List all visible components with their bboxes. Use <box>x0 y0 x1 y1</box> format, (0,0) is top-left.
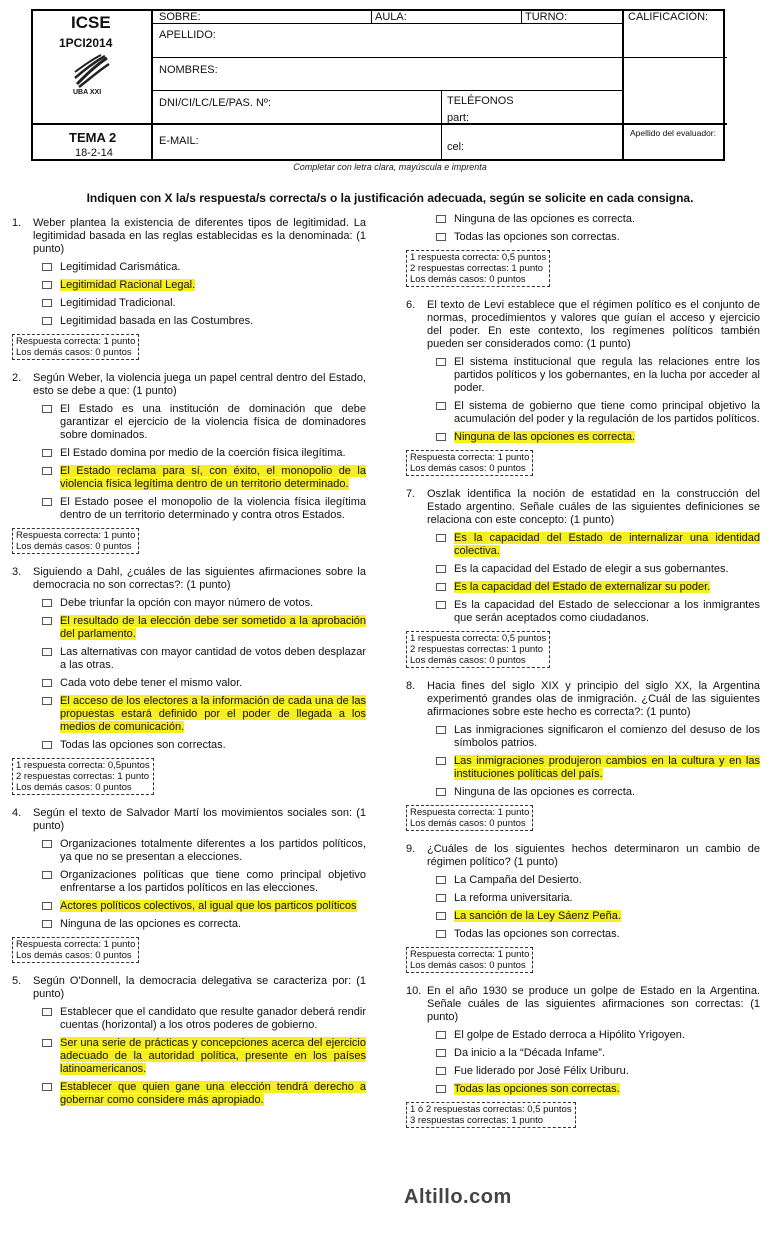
tema-label: TEMA 2 <box>69 130 117 145</box>
scoring-line: Respuesta correcta: 1 punto <box>410 452 530 463</box>
scoring-line: 2 respuestas correctas: 1 punto <box>16 771 150 782</box>
option-label: Ninguna de las opciones es correcta. <box>454 213 635 225</box>
option-text <box>454 356 760 395</box>
option-text <box>454 231 760 244</box>
option-label: Actores políticos colectivos, al igual que los particos políticos <box>60 900 357 912</box>
option-label: El acceso de los electores a la información de cada una de las propuestas estará definido por el poder de llegada a los medios de comunicación. <box>60 695 366 733</box>
question-stem <box>12 975 366 1001</box>
question-text: Según el texto de Salvador Martí los movimientos sociales son: (1 punto) <box>33 807 366 832</box>
telefonos-label: TELÉFONOS <box>447 95 514 107</box>
checkbox[interactable] <box>42 697 52 705</box>
checkbox[interactable] <box>436 358 446 366</box>
option-text <box>454 563 760 576</box>
uba-logo-icon <box>73 54 111 88</box>
phone-cel-field[interactable]: cel: <box>447 141 465 153</box>
checkbox[interactable] <box>42 679 52 687</box>
answer-option <box>38 739 366 752</box>
checkbox[interactable] <box>42 920 52 928</box>
question <box>406 680 760 831</box>
option-label: El Estado es una institución de dominación que debe garantizar el ejercicio de la violencia física de dominadores sobre dominados. <box>60 403 366 441</box>
checkbox[interactable] <box>42 1008 52 1016</box>
question-stem <box>12 566 366 592</box>
question-text: ¿Cuáles de los siguientes hechos determinaron un cambio de régimen político? (1 punto) <box>427 843 760 868</box>
question-text: Oszlak identifica la noción de estatidad en la construcción del Estado argentino. Señale cuáles de las siguientes definiciones se relaciona con este concepto: (1 punto) <box>427 488 760 526</box>
scoring-box <box>12 937 139 963</box>
email-field[interactable]: E-MAIL: <box>159 135 199 147</box>
answer-option <box>432 892 760 905</box>
option-label: Legitimidad Tradicional. <box>60 297 176 309</box>
option-text <box>60 838 366 864</box>
option-label: La sanción de la Ley Sáenz Peña. <box>454 910 621 922</box>
scoring-line: Respuesta correcta: 1 punto <box>410 807 530 818</box>
checkbox[interactable] <box>436 788 446 796</box>
answer-option <box>38 496 366 522</box>
evaluador-field[interactable]: Apellido del evaluador: <box>630 128 717 138</box>
option-text <box>60 261 366 274</box>
question <box>12 975 366 1107</box>
answer-option <box>432 532 760 558</box>
option-label: Establecer que el candidato que resulte ganador deberá rendir cuentas (horizontal) a los otros poderes de gobierno. <box>60 1006 366 1031</box>
checkbox[interactable] <box>436 534 446 542</box>
question-number: 7. <box>406 488 416 500</box>
question <box>406 488 760 668</box>
scoring-line: Los demás casos: 0 puntos <box>16 950 132 961</box>
option-label: Organizaciones totalmente diferentes a los partidos políticos, ya que no se presentan a elecciones. <box>60 838 366 863</box>
question-stem <box>406 299 760 351</box>
option-text <box>454 581 760 594</box>
option-label: Ser una serie de prácticas y concepciones acerca del ejercicio adecuado de la autoridad política, presente en los países latinoamericanos. <box>60 1037 366 1075</box>
option-label: Es la capacidad del Estado de internalizar una identidad colectiva. <box>454 532 760 557</box>
checkbox[interactable] <box>436 1067 446 1075</box>
option-label: El golpe de Estado derroca a Hipólito Yrigoyen. <box>454 1029 685 1041</box>
nombres-field[interactable]: NOMBRES: <box>159 64 218 76</box>
answer-option <box>38 900 366 913</box>
question <box>12 807 366 963</box>
option-label: Fue liderado por José Félix Uriburu. <box>454 1065 629 1077</box>
option-text <box>60 695 366 734</box>
option-label: El Estado reclama para sí, con éxito, el monopolio de la violencia física legítima dentro de un territorio determinado. <box>60 465 366 490</box>
option-text <box>60 677 366 690</box>
answer-option <box>38 297 366 310</box>
answer-option <box>38 1081 366 1107</box>
option-label: La reforma universitaria. <box>454 892 573 904</box>
question-text: Según O'Donnell, la democracia delegativa se caracteriza por: (1 punto) <box>33 975 366 1000</box>
option-label: Todas las opciones son correctas. <box>454 231 620 243</box>
option-text <box>454 1029 760 1042</box>
option-text <box>60 646 366 672</box>
scoring-box <box>406 250 550 287</box>
option-text <box>60 615 366 641</box>
checkbox[interactable] <box>436 402 446 410</box>
answer-option <box>432 874 760 887</box>
question-stem <box>12 807 366 833</box>
scoring-line: Respuesta correcta: 1 punto <box>410 949 530 960</box>
checkbox[interactable] <box>436 930 446 938</box>
question-text: En el año 1930 se produce un golpe de Estado en la Argentina. Señale cuáles de las siguientes afirmaciones son correctas: (1 punto) <box>427 985 760 1023</box>
turno-field[interactable]: TURNO: <box>525 11 568 23</box>
checkbox[interactable] <box>436 565 446 573</box>
option-text <box>60 1081 366 1107</box>
answer-option <box>38 695 366 734</box>
option-text <box>454 910 760 923</box>
option-label: Las inmigraciones produjeron cambios en la cultura y en las instituciones políticas del país. <box>454 755 760 780</box>
option-text <box>454 786 760 799</box>
scoring-box <box>12 758 154 795</box>
scoring-box <box>406 947 533 973</box>
option-text <box>60 918 366 931</box>
questions-left-column <box>12 217 366 1119</box>
option-text <box>454 431 760 444</box>
logo-text: UBA XXI <box>73 89 102 96</box>
option-text <box>454 400 760 426</box>
checkbox[interactable] <box>42 902 52 910</box>
scoring-line: Respuesta correcta: 1 punto <box>16 939 136 950</box>
option-text <box>60 739 366 752</box>
calificacion-field[interactable]: CALIFICACIÓN: <box>628 11 709 23</box>
option-label: El sistema institucional que regula las relaciones entre los partidos políticos y los gobernantes, en la lucha por acceder al poder. <box>454 356 760 394</box>
option-text <box>454 874 760 887</box>
option-label: Legitimidad Carismática. <box>60 261 181 273</box>
checkbox[interactable] <box>436 233 446 241</box>
checkbox[interactable] <box>42 467 52 475</box>
answer-option <box>432 910 760 923</box>
question <box>406 985 760 1128</box>
option-text <box>60 496 366 522</box>
checkbox[interactable] <box>436 876 446 884</box>
option-label: Legitimidad basada en las Costumbres. <box>60 315 254 327</box>
checkbox[interactable] <box>42 617 52 625</box>
question-stem <box>406 680 760 719</box>
scoring-line: Los demás casos: 0 puntos <box>410 818 526 829</box>
form-note: Completar con letra clara, mayúscula e imprenta <box>293 162 487 172</box>
question-text: Weber plantea la existencia de diferentes tipos de legitimidad. La legitimidad basada en las reglas establecidas es la denominada: (1 punto) <box>33 217 366 255</box>
option-text <box>60 403 366 442</box>
option-label: La Campaña del Desierto. <box>454 874 582 886</box>
answer-option <box>38 597 366 610</box>
answer-option <box>38 403 366 442</box>
checkbox[interactable] <box>42 840 52 848</box>
scoring-box <box>406 450 533 476</box>
checkbox[interactable] <box>42 281 52 289</box>
option-label: El Estado domina por medio de la coerción física ilegítima. <box>60 447 346 459</box>
option-text <box>454 755 760 781</box>
checkbox[interactable] <box>436 726 446 734</box>
question-number: 10. <box>406 985 422 997</box>
scoring-line: 1 respuesta correcta: 0,5 puntos <box>410 633 547 644</box>
scoring-box <box>406 631 550 668</box>
question-number: 5. <box>12 975 22 987</box>
institution-name: ICSE <box>71 13 111 32</box>
option-text <box>454 1083 760 1096</box>
option-label: Todas las opciones son correctas. <box>454 1083 620 1095</box>
checkbox[interactable] <box>42 299 52 307</box>
question-stem <box>406 985 760 1024</box>
site-watermark: Altillo.com <box>404 1186 512 1208</box>
answer-option <box>38 279 366 292</box>
question-number: 3. <box>12 566 22 578</box>
checkbox[interactable] <box>436 601 446 609</box>
checkbox[interactable] <box>436 912 446 920</box>
option-text <box>60 465 366 491</box>
instructions: Indiquen con X la/s respuesta/s correcta/s o la justificación adecuada, según se solicite en cada consigna. <box>86 191 694 205</box>
option-text <box>60 597 366 610</box>
option-text <box>454 724 760 750</box>
option-label: Todas las opciones son correctas. <box>454 928 620 940</box>
option-text <box>454 599 760 625</box>
option-label: Las alternativas con mayor cantidad de votos deben desplazar a las otras. <box>60 646 366 671</box>
option-text <box>60 297 366 310</box>
question-text: El texto de Levi establece que el régimen político es el conjunto de normas, procedimientos y valores que guían el acceso y ejercicio del poder. En este contexto, los regímenes políticos también pueden ser considerados como: (1 punto) <box>427 299 760 350</box>
option-text <box>60 1006 366 1032</box>
option-text <box>60 279 366 292</box>
answer-option <box>432 400 760 426</box>
answer-option <box>432 356 760 395</box>
checkbox[interactable] <box>436 1031 446 1039</box>
answer-option <box>432 213 760 226</box>
checkbox[interactable] <box>436 1049 446 1057</box>
question-number: 2. <box>12 372 22 384</box>
sobre-field[interactable]: SOBRE: <box>159 11 201 23</box>
checkbox[interactable] <box>436 1085 446 1093</box>
scoring-line: Los demás casos: 0 puntos <box>410 274 526 285</box>
answer-option <box>38 1037 366 1076</box>
option-label: Las inmigraciones significaron el comienzo del desuso de los símbolos patrios. <box>454 724 760 749</box>
question <box>12 372 366 554</box>
option-label: Organizaciones políticas que tiene como principal objetivo enfrentarse a los partidos políticos en las elecciones. <box>60 869 366 894</box>
scoring-line: Los demás casos: 0 puntos <box>410 463 526 474</box>
answer-option <box>432 1065 760 1078</box>
option-text <box>454 1047 760 1060</box>
question-text: Según Weber, la violencia juega un papel central dentro del Estado, esto se debe a que: (1 punto) <box>33 372 366 397</box>
checkbox[interactable] <box>436 757 446 765</box>
answer-option <box>38 918 366 931</box>
question-number: 6. <box>406 299 416 311</box>
option-text <box>60 315 366 328</box>
option-text <box>60 869 366 895</box>
checkbox[interactable] <box>42 449 52 457</box>
question-number: 9. <box>406 843 416 855</box>
checkbox[interactable] <box>42 741 52 749</box>
option-label: Ninguna de las opciones es correcta. <box>60 918 241 930</box>
apellido-field[interactable]: APELLIDO: <box>159 29 216 41</box>
option-label: Es la capacidad del Estado de seleccionar a los inmigrantes que serán aceptados como ciudadanos. <box>454 599 760 624</box>
answer-option <box>432 1029 760 1042</box>
option-label: Ninguna de las opciones es correcta. <box>454 431 635 443</box>
scoring-box <box>12 334 139 360</box>
answer-option <box>432 724 760 750</box>
scoring-line: Los demás casos: 0 puntos <box>16 347 132 358</box>
option-label: Da inicio a la “Década Infame”. <box>454 1047 606 1059</box>
checkbox[interactable] <box>436 894 446 902</box>
option-text <box>60 447 366 460</box>
question-text: Siguiendo a Dahl, ¿cuáles de las siguientes afirmaciones sobre la democracia no son correctas?: (1 punto) <box>33 566 366 591</box>
option-label: Legitimidad Racional Legal. <box>60 279 196 291</box>
scoring-line: 2 respuestas correctas: 1 punto <box>410 263 544 274</box>
scoring-line: Los demás casos: 0 puntos <box>410 960 526 971</box>
checkbox[interactable] <box>42 498 52 506</box>
question <box>406 843 760 973</box>
scoring-line: Respuesta correcta: 1 punto <box>16 530 136 541</box>
answer-option <box>432 581 760 594</box>
checkbox[interactable] <box>42 871 52 879</box>
question-number: 4. <box>12 807 22 819</box>
dni-field[interactable]: DNI/CI/LC/LE/PAS. Nº: <box>159 97 272 109</box>
scoring-line: Respuesta correcta: 1 punto <box>16 336 136 347</box>
option-label: Cada voto debe tener el mismo valor. <box>60 677 243 689</box>
scoring-line: Los demás casos: 0 puntos <box>16 541 132 552</box>
answer-option <box>38 447 366 460</box>
answer-option <box>432 755 760 781</box>
scoring-line: 3 respuestas correctas: 1 punto <box>410 1115 544 1126</box>
answer-option <box>432 1083 760 1096</box>
answer-option <box>38 615 366 641</box>
option-text <box>454 532 760 558</box>
question-5-continued <box>406 213 760 287</box>
question-stem <box>12 217 366 256</box>
option-text <box>454 213 760 226</box>
answer-option <box>38 838 366 864</box>
option-label: Establecer que quien gane una elección tendrá derecho a gobernar como considere más apropiado. <box>60 1081 366 1106</box>
option-text <box>454 928 760 941</box>
option-label: Es la capacidad del Estado de elegir a sus gobernantes. <box>454 563 729 575</box>
exam-code: 1PCI2014 <box>59 36 113 50</box>
option-label: Debe triunfar la opción con mayor número de votos. <box>60 597 314 609</box>
answer-option <box>432 231 760 244</box>
checkbox[interactable] <box>42 405 52 413</box>
scoring-box <box>406 805 533 831</box>
question-stem <box>406 488 760 527</box>
answer-option <box>432 599 760 625</box>
scoring-line: Los demás casos: 0 puntos <box>16 782 132 793</box>
checkbox[interactable] <box>436 583 446 591</box>
exam-header <box>31 9 725 161</box>
checkbox[interactable] <box>42 317 52 325</box>
scoring-line: Los demás casos: 0 puntos <box>410 655 526 666</box>
answer-option <box>38 261 366 274</box>
scoring-box <box>406 1102 576 1128</box>
phone-part-field[interactable]: part: <box>447 112 470 124</box>
answer-option <box>38 646 366 672</box>
answer-option <box>38 677 366 690</box>
answer-option <box>432 1047 760 1060</box>
option-label: El resultado de la elección debe ser sometido a la aprobación del parlamento. <box>60 615 366 640</box>
answer-option <box>432 928 760 941</box>
option-label: El sistema de gobierno que tiene como principal objetivo la acumulación del poder y la regulación de los partidos políticos. <box>454 400 760 425</box>
answer-option <box>38 465 366 491</box>
question-stem <box>406 843 760 869</box>
option-text <box>454 892 760 905</box>
scoring-line: 1 respuesta correcta: 0,5 puntos <box>410 252 547 263</box>
question-number: 8. <box>406 680 416 692</box>
answer-option <box>38 869 366 895</box>
option-text <box>60 900 366 913</box>
questions-right-column <box>406 213 760 1140</box>
option-label: Todas las opciones son correctas. <box>60 739 226 751</box>
option-label: Ninguna de las opciones es correcta. <box>454 786 635 798</box>
scoring-line: 1 ó 2 respuestas correctas: 0,5 puntos <box>410 1104 572 1115</box>
checkbox[interactable] <box>42 1083 52 1091</box>
option-text <box>60 1037 366 1076</box>
checkbox[interactable] <box>42 648 52 656</box>
option-text <box>454 1065 760 1078</box>
answer-option <box>432 431 760 444</box>
answer-option <box>38 315 366 328</box>
answer-option <box>432 786 760 799</box>
question <box>12 566 366 795</box>
checkbox[interactable] <box>42 1039 52 1047</box>
checkbox[interactable] <box>436 215 446 223</box>
option-label: El Estado posee el monopolio de la violencia física ilegítima dentro de un territorio determinado y contra otros Estados. <box>60 496 366 521</box>
exam-date: 18-2-14 <box>75 147 113 159</box>
question <box>12 217 366 360</box>
question-number: 1. <box>12 217 22 229</box>
checkbox[interactable] <box>42 263 52 271</box>
scoring-line: 2 respuestas correctas: 1 punto <box>410 644 544 655</box>
question-text: Hacia fines del siglo XIX y principio del siglo XX, la Argentina experimentó grandes olas de inmigración. ¿Cuál de las siguientes afirmaciones sobre este hecho es correcta?: (1 punto) <box>427 680 760 718</box>
option-label: Es la capacidad del Estado de externalizar su poder. <box>454 581 711 593</box>
scoring-box <box>12 528 139 554</box>
answer-option <box>432 563 760 576</box>
scoring-line: 1 respuesta correcta: 0,5puntos <box>16 760 150 771</box>
checkbox[interactable] <box>436 433 446 441</box>
answer-option <box>38 1006 366 1032</box>
aula-field[interactable]: AULA: <box>375 11 407 23</box>
question-stem <box>12 372 366 398</box>
checkbox[interactable] <box>42 599 52 607</box>
question <box>406 299 760 476</box>
